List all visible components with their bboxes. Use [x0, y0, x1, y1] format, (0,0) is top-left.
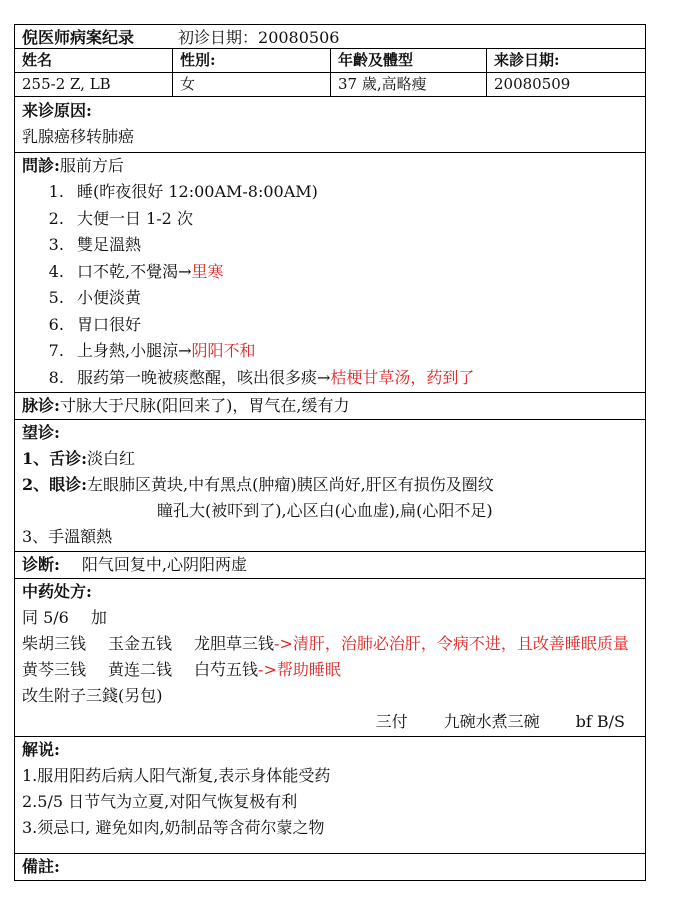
explain-section [15, 737, 645, 854]
herb: 白芍五钱 [194, 660, 259, 679]
list-item: 3. 雙足溫熱 [69, 232, 645, 259]
pulse-text: 寸脉大于尺脉(阳回来了)，胃气在,缓有力 [59, 396, 350, 415]
list-item: 7. 上身熱,小腿涼→阴阳不和 [69, 338, 645, 365]
diagnosis-text: 阳气回复中,心阴阳两虚 [81, 555, 248, 574]
tongue-text: 淡白红 [87, 449, 136, 468]
list-item: 5. 小便淡黄 [69, 285, 645, 312]
hand-text: 3、手溫額熱 [22, 527, 113, 546]
info-value-row [15, 73, 645, 97]
info-header-row [15, 49, 645, 73]
rx-line-3: 改生附子三錢(另包) [22, 686, 163, 705]
age-value: 37 歲,高略瘦 [331, 73, 487, 96]
record-header [15, 25, 645, 49]
herb: 柴胡三钱 [22, 634, 87, 653]
gender-header: 性別: [173, 49, 331, 72]
eye-label: 2、眼诊: [22, 475, 88, 494]
rx-section [15, 579, 645, 737]
dose-timing: bf B/S [575, 712, 625, 731]
case-record [14, 24, 646, 881]
rx-label: 中药处方: [22, 582, 92, 601]
visit-date-header: 来診日期: [494, 51, 560, 69]
list-item: 8. 服药第一晚被痰憋醒，咳出很多痰→桔梗甘草汤，药到了 [69, 365, 645, 392]
observe-section [15, 420, 645, 552]
inquiry-note: 服前方后 [59, 156, 124, 175]
herb: 黄连二钱 [108, 660, 173, 679]
diagnosis-section [15, 552, 645, 579]
rx-same: 同 5/6 [22, 608, 69, 627]
remarks-section [15, 854, 645, 881]
list-item: 2. 大便一日 1-2 次 [69, 206, 645, 233]
list-item: 3.须忌口, 避免如肉,奶制品等含荷尔蒙之物 [22, 818, 325, 837]
reason-text: 乳腺癌移转肺癌 [22, 127, 135, 146]
diagnosis-label: 诊断: [22, 555, 60, 574]
dose-water: 九碗水煮三碗 [443, 712, 540, 731]
list-item: 2.5/5 日节气为立夏,对阳气恢复极有利 [22, 792, 298, 811]
record-title: 倪医师病案纪录 [22, 28, 135, 47]
remarks-label: 備註: [22, 857, 60, 876]
pulse-section [15, 393, 645, 420]
inquiry-label: 問診: [22, 156, 60, 175]
eye-text-2: 瞳孔大(被吓到了),心区白(心血虚),扁(心阳不足) [157, 501, 493, 520]
pulse-label: 脉诊: [22, 396, 60, 415]
reason-section [15, 97, 645, 153]
observe-label: 望诊: [22, 423, 60, 442]
tongue-label: 1、舌诊: [22, 449, 88, 468]
rx-note-2: ->帮助睡眠 [258, 660, 341, 679]
rx-dosage [15, 709, 645, 735]
reason-label: 来诊原因: [22, 101, 92, 120]
eye-text-1: 左眼肺区黄块,中有黑点(肿瘤)胰区尚好,肝区有损伤及圈纹 [87, 475, 494, 494]
inquiry-section [15, 153, 645, 393]
name-header: 姓名 [15, 49, 173, 72]
list-item: 6. 胃口很好 [69, 312, 645, 339]
herb: 龙胆草三钱 [194, 634, 275, 653]
dose-count: 三付 [375, 712, 408, 731]
inquiry-list [15, 179, 645, 391]
first-visit-date: 初诊日期：20080506 [178, 28, 340, 47]
explain-label: 解说: [22, 740, 60, 759]
list-item: 1. 睡(昨夜很好 12:00AM-8:00AM) [69, 179, 645, 206]
gender-value: 女 [173, 73, 331, 96]
list-item: 1.服用阳药后病人阳气渐复,表示身体能受药 [22, 766, 331, 785]
list-item: 4. 口不乾,不覺渴→里寒 [69, 259, 645, 286]
visit-date-value: 20080509 [494, 75, 571, 93]
rx-add: 加 [90, 608, 107, 627]
herb: 黄芩三钱 [22, 660, 87, 679]
herb: 玉金五钱 [108, 634, 173, 653]
rx-note-1: ->清肝，治肺必治肝，令病不进，且改善睡眠质量 [274, 634, 629, 653]
name-value: 255-2 Z, LB [15, 73, 173, 96]
age-header: 年齡及體型 [331, 49, 487, 72]
